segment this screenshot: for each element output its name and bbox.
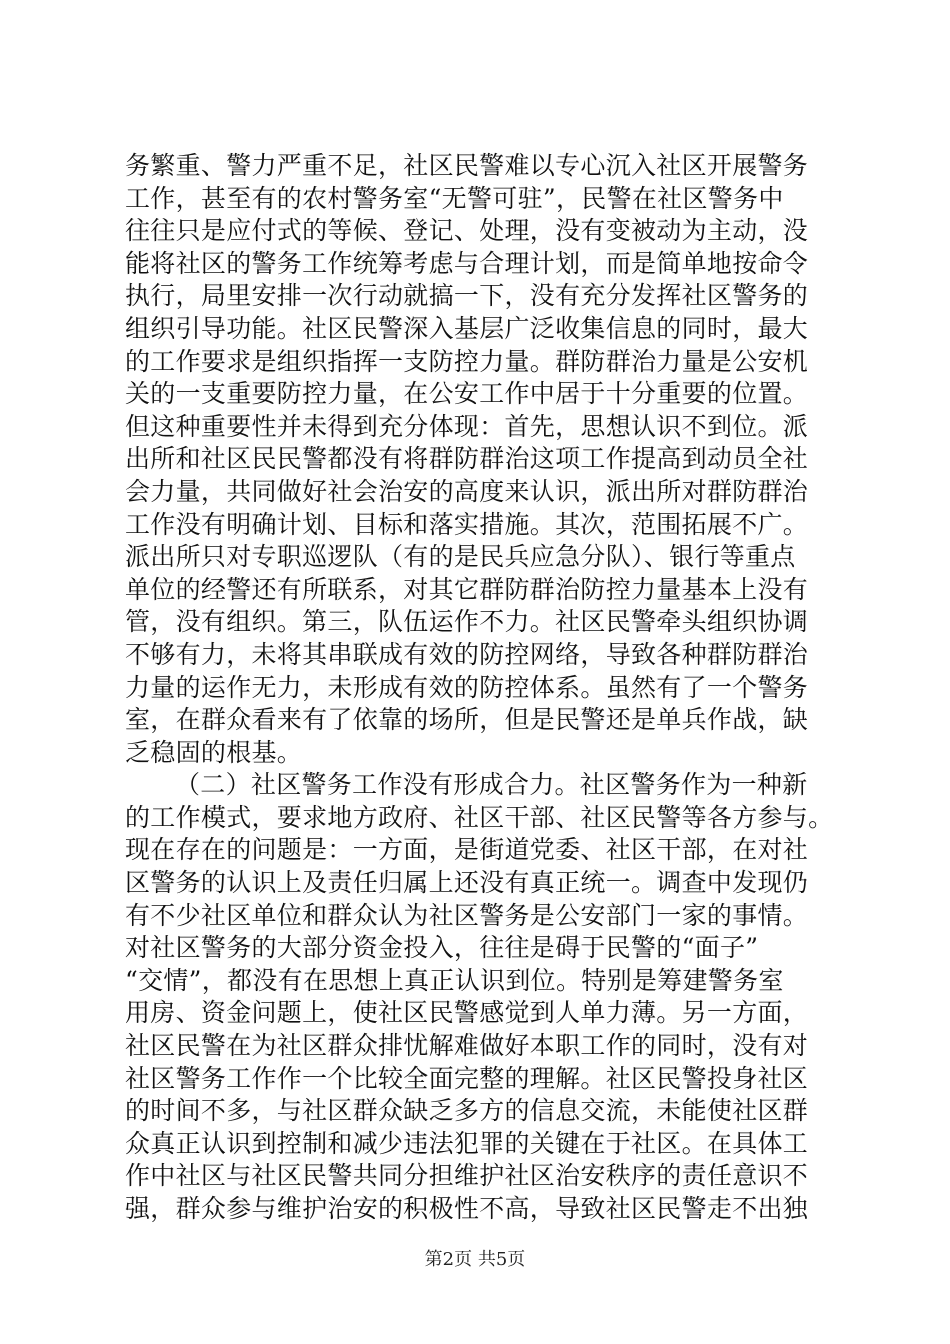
text-line: 工作没有明确计划、目标和落实措施。其次，范围拓展不广。 xyxy=(125,509,809,539)
text-line: 组织引导功能。社区民警深入基层广泛收集信息的同时，最大 xyxy=(125,313,809,343)
text-line: 的时间不多，与社区群众缺乏多方的信息交流，未能使社区群 xyxy=(125,1096,809,1126)
text-line: 区警务的认识上及责任归属上还没有真正统一。调查中发现仍 xyxy=(125,868,809,898)
text-line: 作中社区与社区民警共同分担维护社区治安秩序的责任意识不 xyxy=(125,1161,809,1191)
text-line: 工作，甚至有的农村警务室“无警可驻”，民警在社区警务中 xyxy=(125,183,784,213)
text-line: 关的一支重要防控力量，在公安工作中居于十分重要的位置。 xyxy=(125,379,809,409)
text-line: 但这种重要性并未得到充分体现：首先，思想认识不到位。派 xyxy=(125,411,809,441)
text-line: 有不少社区单位和群众认为社区警务是公安部门一家的事情。 xyxy=(125,900,809,930)
text-line: 派出所只对专职巡逻队（有的是民兵应急分队）、银行等重点 xyxy=(125,542,796,572)
text-line: （二）社区警务工作没有形成合力。社区警务作为一种新 xyxy=(175,770,808,800)
body-text xyxy=(125,150,845,1226)
text-line: 能将社区的警务工作统筹考虑与合理计划，而是简单地按命令 xyxy=(125,248,809,278)
text-line: 室，在群众看来有了依靠的场所，但是民警还是单兵作战，缺 xyxy=(125,705,809,735)
text-line: 出所和社区民民警都没有将群防群治这项工作提高到动员全社 xyxy=(125,444,809,474)
text-line: 对社区警务的大部分资金投入，往往是碍于民警的“面子” xyxy=(125,933,759,963)
text-line: 现在存在的问题是：一方面，是街道党委、社区干部，在对社 xyxy=(125,835,809,865)
text-line: 用房、资金问题上，使社区民警感觉到人单力薄。另一方面， xyxy=(125,998,809,1028)
page-number-footer: 第2页 共5页 xyxy=(424,1249,526,1270)
text-line: 往往只是应付式的等候、登记、处理，没有变被动为主动，没 xyxy=(125,216,809,246)
text-line: 不够有力，未将其串联成有效的防控网络，导致各种群防群治 xyxy=(125,639,809,669)
text-line: 力量的运作无力，未形成有效的防控体系。虽然有了一个警务 xyxy=(125,672,809,702)
text-line: 单位的经警还有所联系，对其它群防群治防控力量基本上没有 xyxy=(125,574,809,604)
text-line: 众真正认识到控制和减少违法犯罪的关键在于社区。在具体工 xyxy=(125,1128,809,1158)
text-line: 管，没有组织。第三，队伍运作不力。社区民警牵头组织协调 xyxy=(125,607,809,637)
text-line: 的工作模式，要求地方政府、社区干部、社区民警等各方参与。 xyxy=(125,802,834,832)
text-line: 强，群众参与维护治安的积极性不高，导致社区民警走不出独 xyxy=(125,1194,809,1223)
text-line: 社区民警在为社区群众排忧解难做好本职工作的同时，没有对 xyxy=(125,1031,809,1061)
text-line: 的工作要求是组织指挥一支防控力量。群防群治力量是公安机 xyxy=(125,346,809,376)
text-line: 务繁重、警力严重不足，社区民警难以专心沉入社区开展警务 xyxy=(125,151,809,180)
text-line: 社区警务工作作一个比较全面完整的理解。社区民警投身社区 xyxy=(125,1063,809,1093)
text-line: 乏稳固的根基。 xyxy=(125,737,303,767)
text-line: “交情”，都没有在思想上真正认识到位。特别是筹建警务室 xyxy=(125,965,784,995)
text-line: 会力量，共同做好社会治安的高度来认识，派出所对群防群治 xyxy=(125,476,809,506)
text-line: 执行，局里安排一次行动就搞一下，没有充分发挥社区警务的 xyxy=(125,281,809,311)
